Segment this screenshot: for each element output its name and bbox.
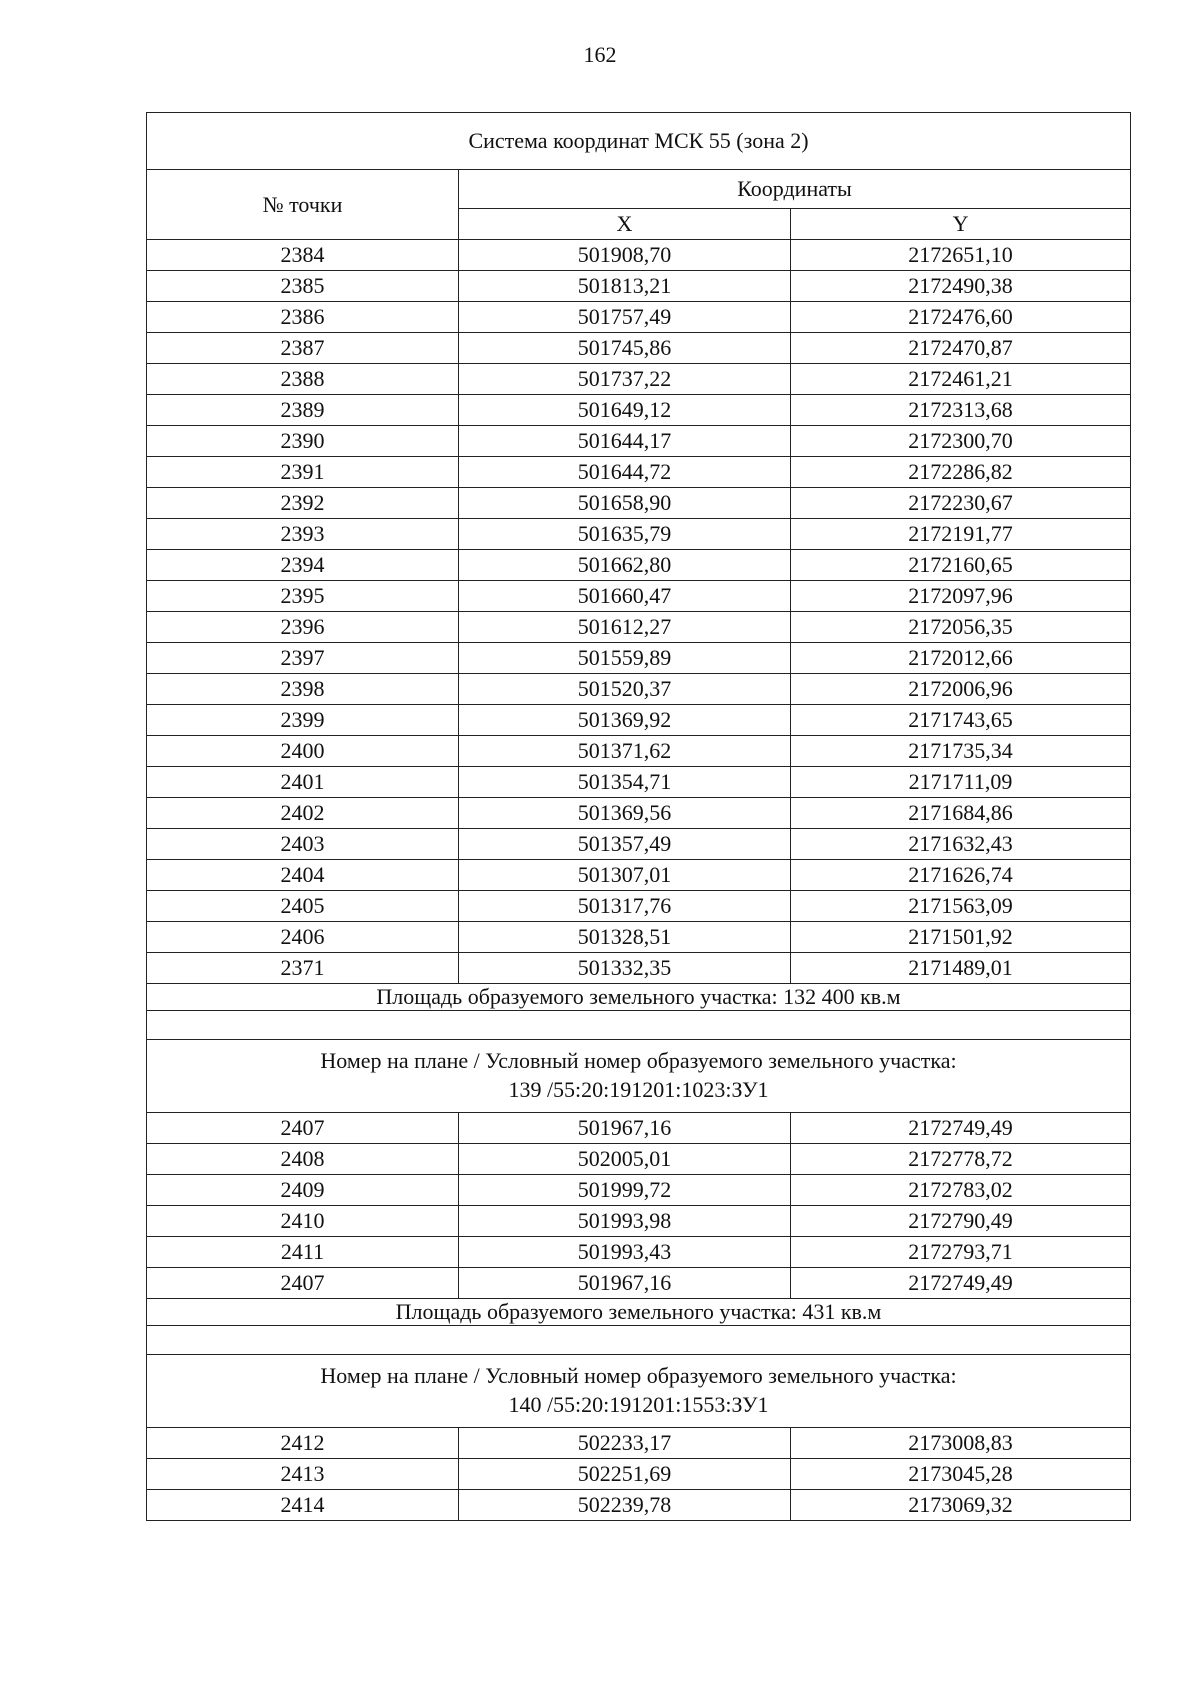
point-number: 2407 [147,1113,459,1144]
x-value: 502005,01 [459,1144,791,1175]
point-number: 2408 [147,1144,459,1175]
x-value: 501307,01 [459,860,791,891]
y-value: 2171711,09 [791,767,1131,798]
table-row [147,1175,1131,1206]
point-number: 2371 [147,953,459,984]
y-value: 2172097,96 [791,581,1131,612]
table-title-row [147,113,1131,170]
plot-heading-row [147,1040,1131,1113]
y-value: 2172160,65 [791,550,1131,581]
y-value: 2172006,96 [791,674,1131,705]
y-value: 2172790,49 [791,1206,1131,1237]
plot-heading [147,1040,1131,1113]
point-number: 2402 [147,798,459,829]
area-summary: Площадь образуемого земельного участка: 132 400 кв.м [147,984,1131,1011]
table-row [147,488,1131,519]
table-row [147,643,1131,674]
x-value: 501644,17 [459,426,791,457]
table-row [147,953,1131,984]
table-row [147,1268,1131,1299]
x-value: 501658,90 [459,488,791,519]
point-number: 2400 [147,736,459,767]
x-value: 502239,78 [459,1490,791,1521]
y-value: 2172300,70 [791,426,1131,457]
table-row [147,1113,1131,1144]
point-number-header: № точки [147,170,459,240]
x-value: 501967,16 [459,1268,791,1299]
table-row [147,550,1131,581]
point-number: 2413 [147,1459,459,1490]
table-row [147,922,1131,953]
point-number: 2396 [147,612,459,643]
area-summary: Площадь образуемого земельного участка: 431 кв.м [147,1299,1131,1326]
y-value: 2171563,09 [791,891,1131,922]
table-row [147,333,1131,364]
table-row [147,1490,1131,1521]
area-summary-row [147,984,1131,1011]
table-row [147,736,1131,767]
x-value: 501999,72 [459,1175,791,1206]
x-value: 501662,80 [459,550,791,581]
y-value: 2172056,35 [791,612,1131,643]
y-value: 2171489,01 [791,953,1131,984]
table-row [147,1428,1131,1459]
spacer [147,1011,1131,1040]
x-value: 501559,89 [459,643,791,674]
table-row [147,612,1131,643]
y-value: 2171632,43 [791,829,1131,860]
table-row [147,240,1131,271]
x-value: 501660,47 [459,581,791,612]
page-number: 162 [583,42,617,67]
y-value: 2171501,92 [791,922,1131,953]
point-number: 2391 [147,457,459,488]
point-number: 2414 [147,1490,459,1521]
point-number: 2394 [147,550,459,581]
spacer-row [147,1011,1131,1040]
point-number: 2386 [147,302,459,333]
y-value: 2173045,28 [791,1459,1131,1490]
x-value: 501649,12 [459,395,791,426]
x-value: 501332,35 [459,953,791,984]
x-value: 501369,56 [459,798,791,829]
table-row [147,1144,1131,1175]
y-value: 2172191,77 [791,519,1131,550]
y-value: 2172012,66 [791,643,1131,674]
point-number: 2388 [147,364,459,395]
plot-heading-row [147,1355,1131,1428]
x-value: 501520,37 [459,674,791,705]
y-value: 2172461,21 [791,364,1131,395]
x-value: 502251,69 [459,1459,791,1490]
table-row [147,426,1131,457]
point-number: 2401 [147,767,459,798]
x-value: 501317,76 [459,891,791,922]
point-number: 2404 [147,860,459,891]
table-row [147,891,1131,922]
table-row [147,767,1131,798]
plot-cadastral-number: 140 /55:20:191201:1553:ЗУ1 [508,1392,769,1417]
point-number: 2399 [147,705,459,736]
x-value: 501644,72 [459,457,791,488]
x-value: 501328,51 [459,922,791,953]
point-number: 2411 [147,1237,459,1268]
y-value: 2171626,74 [791,860,1131,891]
x-value: 501354,71 [459,767,791,798]
table-row [147,1237,1131,1268]
x-value: 501993,43 [459,1237,791,1268]
point-number: 2409 [147,1175,459,1206]
area-summary-row [147,1299,1131,1326]
table-row [147,1459,1131,1490]
x-value: 501993,98 [459,1206,791,1237]
point-number: 2393 [147,519,459,550]
table-row [147,395,1131,426]
y-value: 2172230,67 [791,488,1131,519]
y-value: 2172490,38 [791,271,1131,302]
spacer-row [147,1326,1131,1355]
point-number: 2410 [147,1206,459,1237]
plot-cadastral-number: 139 /55:20:191201:1023:ЗУ1 [508,1077,769,1102]
table-row [147,364,1131,395]
x-value: 501908,70 [459,240,791,271]
point-number: 2395 [147,581,459,612]
point-number: 2405 [147,891,459,922]
plot-heading-line1: Номер на плане / Условный номер образуемого земельного участка: [320,1363,957,1389]
x-value: 501612,27 [459,612,791,643]
point-number: 2406 [147,922,459,953]
point-number: 2384 [147,240,459,271]
table-row [147,1206,1131,1237]
y-value: 2172749,49 [791,1113,1131,1144]
y-value: 2172793,71 [791,1237,1131,1268]
table-row [147,829,1131,860]
x-value: 501357,49 [459,829,791,860]
table-row [147,519,1131,550]
y-value: 2172313,68 [791,395,1131,426]
x-value: 501757,49 [459,302,791,333]
point-number: 2398 [147,674,459,705]
y-value: 2171684,86 [791,798,1131,829]
x-value: 502233,17 [459,1428,791,1459]
point-number: 2392 [147,488,459,519]
table-row [147,302,1131,333]
point-number: 2390 [147,426,459,457]
table-row [147,798,1131,829]
x-value: 501745,86 [459,333,791,364]
y-value: 2172778,72 [791,1144,1131,1175]
point-number: 2387 [147,333,459,364]
point-number: 2412 [147,1428,459,1459]
point-number: 2385 [147,271,459,302]
point-number: 2403 [147,829,459,860]
point-number: 2397 [147,643,459,674]
y-value: 2172651,10 [791,240,1131,271]
table-row [147,674,1131,705]
y-value: 2172783,02 [791,1175,1131,1206]
header-row [147,170,1131,209]
y-value: 2171735,34 [791,736,1131,767]
x-value: 501369,92 [459,705,791,736]
y-header: Y [791,209,1131,240]
point-number: 2389 [147,395,459,426]
table-row [147,705,1131,736]
plot-heading [147,1355,1131,1428]
table-row [147,860,1131,891]
x-header: X [459,209,791,240]
y-value: 2172749,49 [791,1268,1131,1299]
coordinate-system-title: Система координат МСК 55 (зона 2) [147,113,1131,170]
y-value: 2172470,87 [791,333,1131,364]
x-value: 501635,79 [459,519,791,550]
table-row [147,581,1131,612]
y-value: 2171743,65 [791,705,1131,736]
plot-heading-line1: Номер на плане / Условный номер образуемого земельного участка: [320,1048,957,1074]
y-value: 2172286,82 [791,457,1131,488]
table-row [147,457,1131,488]
x-value: 501813,21 [459,271,791,302]
x-value: 501737,22 [459,364,791,395]
point-number: 2407 [147,1268,459,1299]
table-row [147,271,1131,302]
coordinates-header: Координаты [459,170,1131,209]
spacer [147,1326,1131,1355]
coordinates-table-body [147,113,1131,1521]
y-value: 2173069,32 [791,1490,1131,1521]
y-value: 2172476,60 [791,302,1131,333]
coordinates-table [146,112,1131,1521]
y-value: 2173008,83 [791,1428,1131,1459]
x-value: 501371,62 [459,736,791,767]
x-value: 501967,16 [459,1113,791,1144]
